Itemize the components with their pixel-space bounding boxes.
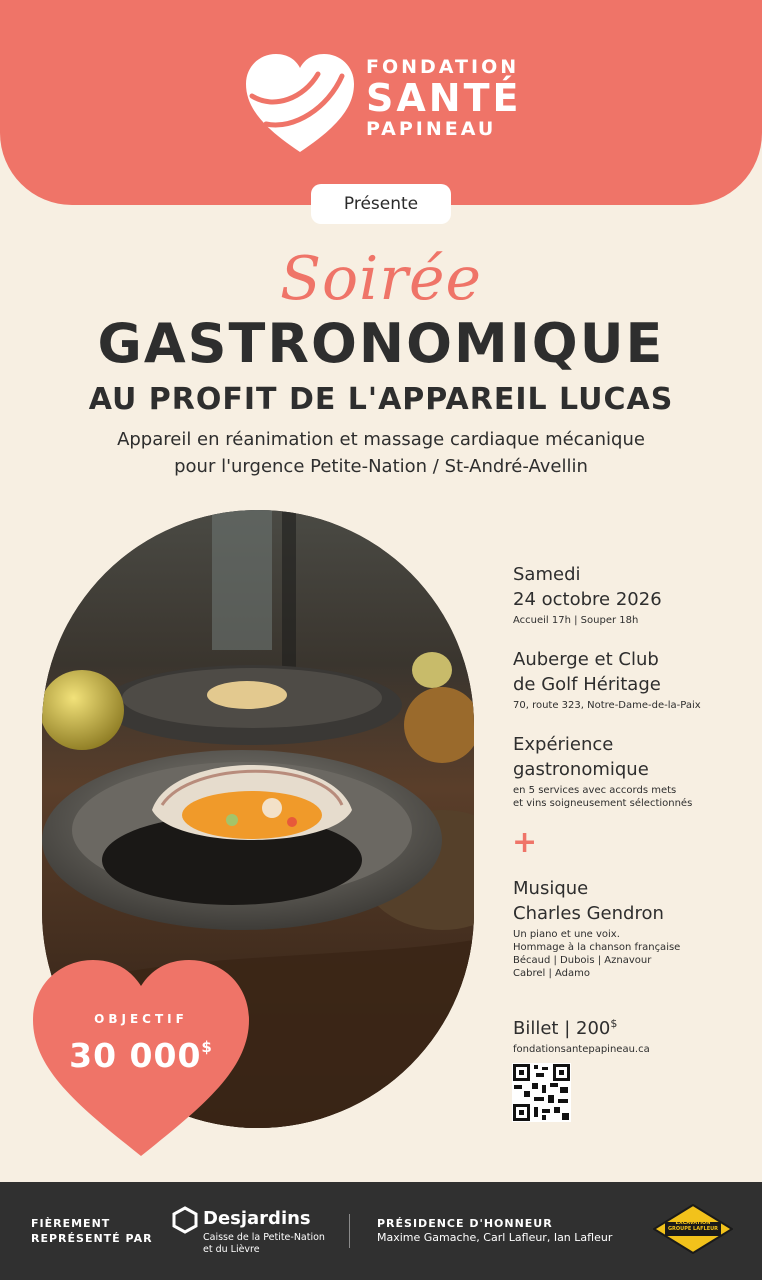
fondation-logo bbox=[244, 52, 534, 156]
music-desc-2: Hommage à la chanson française bbox=[513, 942, 681, 953]
sponsor-name: Desjardins bbox=[203, 1208, 311, 1229]
presidency-title: PRÉSIDENCE D'HONNEUR bbox=[377, 1217, 553, 1230]
sponsor-subtitle-2: et du Lièvre bbox=[203, 1244, 260, 1255]
ticket-price bbox=[513, 1011, 753, 1041]
music-line-1: Musique bbox=[513, 878, 589, 899]
experience-desc-1: en 5 services avec accords mets bbox=[513, 785, 677, 796]
sponsor-logo-text: EXCAVATION GROUPE LAFLEUR bbox=[667, 1220, 719, 1232]
presente-badge: Présente bbox=[311, 184, 451, 224]
venue-section bbox=[513, 647, 753, 712]
presented-by-line-1: FIÈREMENT bbox=[31, 1217, 111, 1230]
presented-by-label bbox=[31, 1216, 153, 1246]
venue-name-line-1: Auberge et Club bbox=[513, 649, 659, 670]
ticket-price-text: Billet | 200 bbox=[513, 1018, 611, 1039]
sponsor-subtitle-1: Caisse de la Petite-Nation bbox=[203, 1232, 325, 1243]
logo-text-fondation: FONDATION bbox=[366, 56, 520, 78]
music-desc-1: Un piano et une voix. bbox=[513, 929, 620, 940]
venue-address: 70, route 323, Notre-Dame-de-la-Paix bbox=[513, 700, 701, 711]
experience-line-2: gastronomique bbox=[513, 759, 649, 780]
presidency-names: Maxime Gamache, Carl Lafleur, Ian Lafleur bbox=[377, 1231, 613, 1244]
goal-amount-value: 30 000 bbox=[69, 1036, 202, 1075]
venue-name-line-2: de Golf Héritage bbox=[513, 674, 661, 695]
plus-icon: + bbox=[512, 825, 538, 860]
logo-text-papineau: PAPINEAU bbox=[366, 118, 497, 140]
goal-amount bbox=[31, 1036, 251, 1075]
experience-section bbox=[513, 732, 753, 810]
goal-currency: $ bbox=[201, 1038, 213, 1056]
heart-logo-icon bbox=[244, 52, 356, 156]
event-day: Samedi bbox=[513, 564, 581, 585]
ticket-section bbox=[513, 1011, 753, 1056]
sponsor-subtitle bbox=[203, 1232, 325, 1256]
music-line-2: Charles Gendron bbox=[513, 903, 664, 924]
experience-desc-2: et vins soigneusement sélectionnés bbox=[513, 798, 693, 809]
logo-text-sante: SANTÉ bbox=[366, 76, 522, 120]
event-date: 24 octobre 2026 bbox=[513, 589, 662, 610]
qr-code-icon[interactable] bbox=[512, 1063, 571, 1122]
date-section bbox=[513, 562, 753, 627]
description-line-2: pour l'urgence Petite-Nation / St-André-Avellin bbox=[174, 456, 588, 477]
page-title: GASTRONOMIQUE bbox=[97, 312, 665, 375]
website-link[interactable]: fondationsantepapineau.ca bbox=[513, 1044, 650, 1055]
music-desc-3: Bécaud | Dubois | Aznavour bbox=[513, 955, 652, 966]
presented-by-line-2: REPRÉSENTÉ PAR bbox=[31, 1232, 153, 1245]
desjardins-hexagon-icon bbox=[172, 1206, 198, 1234]
description-line-1: Appareil en réanimation et massage cardiaque mécanique bbox=[117, 429, 645, 450]
music-desc-4: Cabrel | Adamo bbox=[513, 968, 591, 979]
experience-line-1: Expérience bbox=[513, 734, 614, 755]
event-time: Accueil 17h | Souper 18h bbox=[513, 615, 639, 626]
footer-divider bbox=[349, 1214, 350, 1248]
title-script: Soirée bbox=[279, 244, 483, 314]
music-section bbox=[513, 876, 753, 980]
description bbox=[0, 426, 762, 480]
goal-label: OBJECTIF bbox=[94, 1012, 188, 1026]
page-subtitle: AU PROFIT DE L'APPAREIL LUCAS bbox=[88, 382, 674, 417]
ticket-currency: $ bbox=[610, 1017, 618, 1030]
